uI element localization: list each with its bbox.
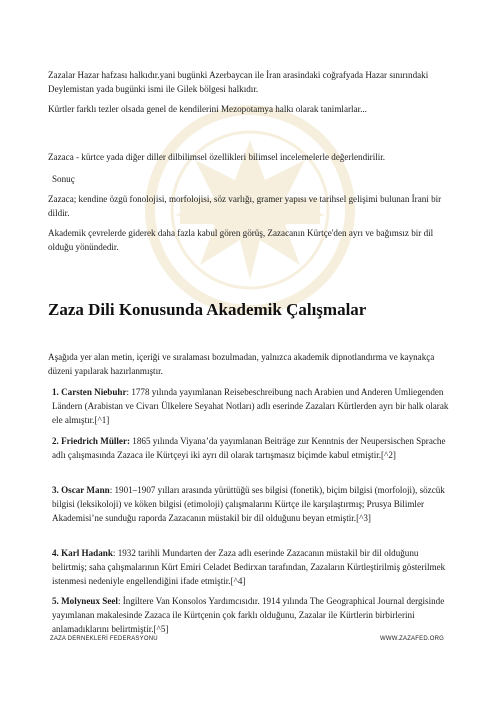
item-text: : 1932 tarihli Mundarten der Zaza adlı eserinde Zazacanın müstakil bir dil olduğunu belirtmiş; saha çalışmalarının Kürt Emiri Celadet Bedirxan tarafından, Zazaların Kürtleştirilmiş gösterilmek istenmesi nedeniyle engellendiğini ifade etmiştir.[^4]: [52, 548, 446, 586]
paragraph-kurds-origin: Kürtler farklı tezler olsada genel de kendilerini Mezopotamya halkı olarak tanimlarlar...: [48, 104, 367, 114]
list-item-hadank: [52, 546, 452, 588]
author-name: 3. Oscar Mann: [52, 485, 110, 495]
footer-organization: ZAZA DERNEKLERİ FEDERASYONU: [50, 636, 158, 642]
author-name: 2. Friedrich Müller:: [52, 436, 131, 446]
list-item-niebuhr: [52, 385, 452, 427]
paragraph-conclusion: Zazaca; kendine özgü fonolojisi, morfolojisi, söz varlığı, gramer yapısı ve tarihsel gelişimi bulunan İrani bir dildir.: [48, 194, 442, 218]
author-name: 1. Carsten Niebuhr: [52, 387, 127, 397]
item-text: 1865 yılında Viyana’da yayımlanan Beiträge zur Kenntnis der Neupersischen Sprache adlı çalışmasında Zazaca ile Kürtçeyi iki ayrı dil olarak tartışmasız biçimde kabul etmiştir.[^2]: [52, 436, 446, 460]
section-heading: Zaza Dili Konusunda Akademik Çalışmalar: [48, 300, 367, 319]
list-item-mann: [52, 483, 452, 525]
list-item-seel: [52, 594, 452, 636]
footer-website-link[interactable]: WWW.ZAZAFED.ORG: [380, 636, 444, 642]
paragraph-intro: Aşağıda yer alan metin, içeriği ve sıralaması bozulmadan, yalnızca akademik dipnotlandırma ve kaynakça düzeni yapılarak hazırlanmıştır.: [48, 352, 435, 376]
paragraph-linguistic-evaluation: Zazaca - kürtce yada diğer diller dilbilimsel özellikleri bilimsel incelemelerle değerlendirilir.: [48, 152, 386, 162]
author-name: 5. Molyneux Seel: [52, 596, 118, 606]
item-text: : 1778 yılında yayımlanan Reisebeschreibung nach Arabien und Anderen Umliegenden Ländern (Arabistan ve Civarı Ülkelere Seyahat Notları) adlı eserinde Zazaları Kürtlerden ayrı bir halk olarak ele almıştır.[^1]: [52, 387, 449, 425]
item-text: : 1901–1907 yılları arasında yürüttüğü ses bilgisi (fonetik), biçim bilgisi (morfoloji), sözcük bilgisi (leksikoloji) ve köken bilgisi (etimoloji) çalışmalarını Kürtçe ile karşılaştırmış; Prusya Bilimler Akademisi’ne sunduğu raporda Zazacanın müstakil bir dil olduğunu beyan etmiştir.[^3]: [52, 485, 445, 523]
conclusion-label: Sonuç: [52, 174, 75, 184]
paragraph-academic-view: Akademik çevrelerde giderek daha fazla kabul gören görüş, Zazacanın Kürtçe'den ayrı ve bağımsız bir dil olduğu yönündedir.: [48, 228, 434, 252]
author-name: 4. Karl Hadank: [52, 548, 113, 558]
paragraph-origin-zazas: Zazalar Hazar hafzası halkıdır.yani bugünki Azerbaycan ile İran arasindaki coğrafyada Hazar sınırındaki Deylemistan yada bugünki ismi ile Gilek bölgesi halkıdır.: [48, 70, 429, 94]
item-text: : İngiltere Van Konsolos Yardımcısıdır. 1914 yılında The Geographical Journal dergisinde yayımlanan makalesinde Zazaca ile Kürtçenin çok farklı olduğunu, Zazalar ile Kürtlerin birbirlerini anlamadıklarını belirtmiştir.[^5]: [52, 596, 445, 634]
list-item-muller: [52, 434, 452, 462]
